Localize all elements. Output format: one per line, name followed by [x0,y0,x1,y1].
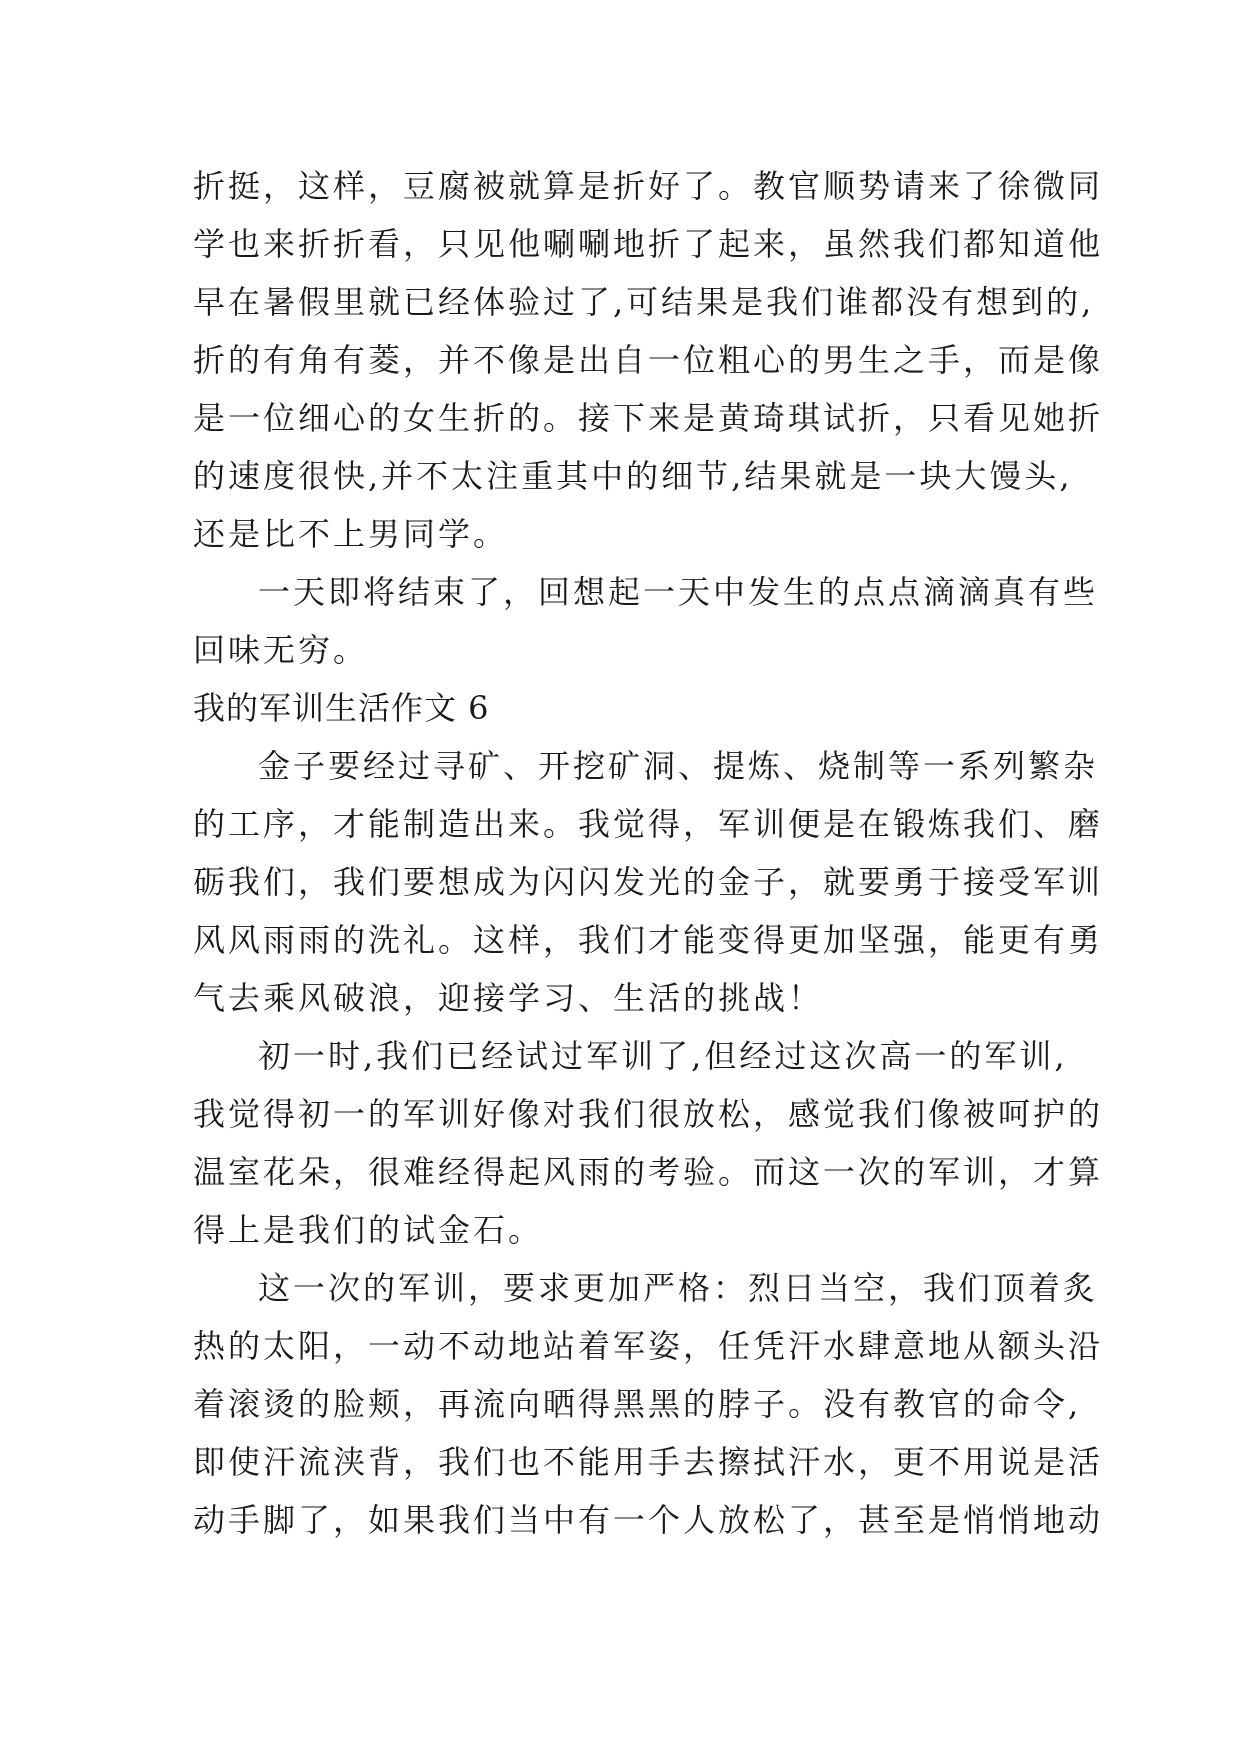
text-line: 学也来折折看，只见他唰唰地折了起来，虽然我们都知道他 [193,225,1104,263]
section-heading: 我的军训生活作文 6 [193,689,490,727]
text-line: 得上是我们的试金石。 [193,1211,544,1249]
text-line: 热的太阳，一动不动地站着军姿，任凭汗水肆意地从额头沿 [193,1327,1104,1365]
text-line: 是一位细心的女生折的。接下来是黄琦琪试折，只看见她折 [193,399,1104,437]
text-line: 回味无穷。 [193,631,369,669]
paragraph-first-line: 这一次的军训，要求更加严格：烈日当空，我们顶着炙 [258,1269,1099,1307]
text-line: 动手脚了，如果我们当中有一个人放松了，甚至是悄悄地动 [193,1501,1104,1539]
text-line: 着滚烫的脸颊，再流向晒得黑黑的脖子。没有教官的命令, [193,1385,1082,1423]
text-line: 即使汗流浃背，我们也不能用手去擦拭汗水，更不用说是活 [193,1443,1104,1481]
text-line: 折挺，这样，豆腐被就算是折好了。教官顺势请来了徐微同 [193,167,1104,205]
text-line: 的工序，才能制造出来。我觉得，军训便是在锻炼我们、磨 [193,805,1104,843]
text-line: 的速度很快,并不太注重其中的细节,结果就是一块大馒头, [193,457,1073,495]
text-line: 早在暑假里就已经体验过了,可结果是我们谁都没有想到的, [193,283,1095,321]
paragraph-first-line: 初一时,我们已经试过军训了,但经过这次高一的军训, [258,1037,1068,1075]
text-line: 折的有角有菱，并不像是出自一位粗心的男生之手，而是像 [193,341,1104,379]
document-body [193,157,1104,1549]
text-line: 风风雨雨的洗礼。这样，我们才能变得更加坚强，能更有勇 [193,921,1104,959]
paragraph-first-line: 金子要经过寻矿、开挖矿洞、提炼、烧制等一系列繁杂 [258,747,1099,785]
text-line: 我觉得初一的军训好像对我们很放松，感觉我们像被呵护的 [193,1095,1104,1133]
text-line: 砺我们，我们要想成为闪闪发光的金子，就要勇于接受军训 [193,863,1104,901]
paragraph-first-line: 一天即将结束了，回想起一天中发生的点点滴滴真有些 [258,573,1099,611]
text-line: 温室花朵，很难经得起风雨的考验。而这一次的军训，才算 [193,1153,1104,1191]
text-line: 还是比不上男同学。 [193,515,509,553]
text-line: 气去乘风破浪，迎接学习、生活的挑战！ [193,979,824,1017]
